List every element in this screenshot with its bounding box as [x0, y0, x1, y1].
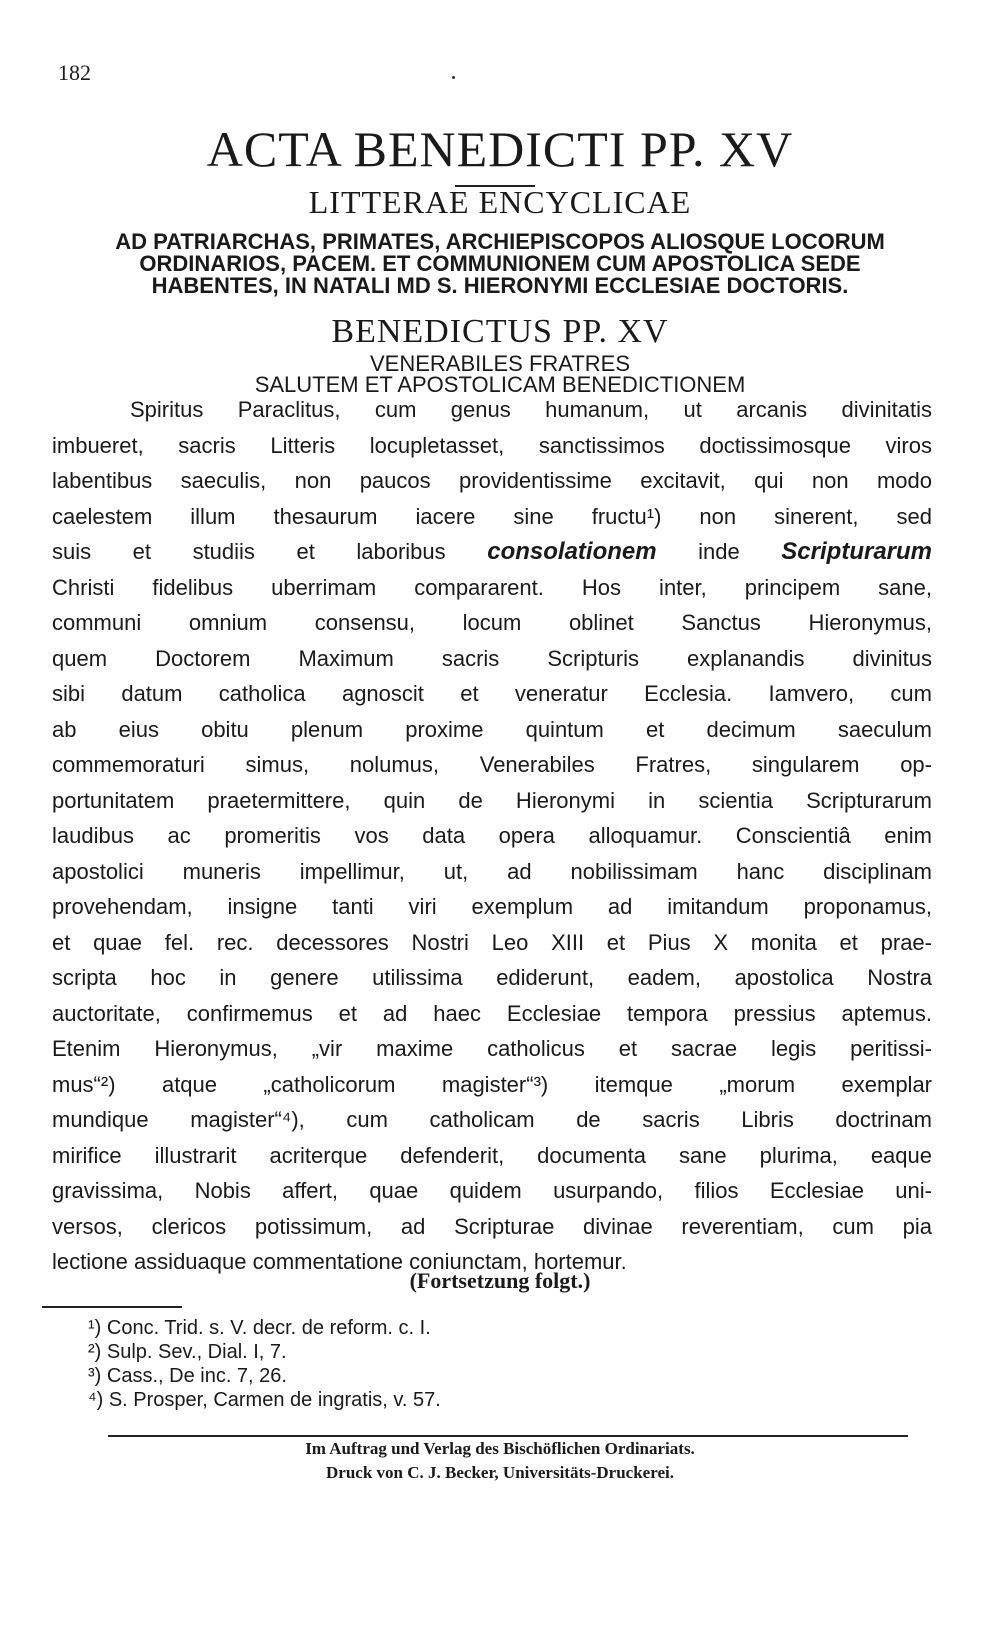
footnote — [88, 1388, 441, 1412]
body-line: auctoritate, confirmemus et ad haec Ecclesiae tempora pressius aptemus. — [52, 1000, 932, 1026]
footnote-divider — [42, 1306, 182, 1308]
body-line: quem Doctorem Maximum sacris Scripturis explanandis divinitus — [52, 645, 932, 671]
body-line: mus“²) atque „catholicorum magister“³) itemque „morum exemplar — [52, 1071, 932, 1097]
address-line: HABENTES, IN NATALI MD S. HIERONYMI ECCLESIAE DOCTORIS. — [151, 273, 849, 298]
footnote-text: S. Prosper, Carmen de ingratis, v. 57. — [108, 1389, 441, 1411]
body-line: portunitatem praetermittere, quin de Hieronymi in scientia Scripturarum — [52, 787, 932, 813]
salutation-line-2: SALUTEM ET APOSTOLICAM BENEDICTIONEM — [254, 372, 746, 397]
address-line: ORDINARIOS, PACEM. ET COMMUNIONEM CUM APOSTOLICA SEDE — [139, 251, 861, 276]
continuation-note: (Fortsetzung folgt.) — [409, 1268, 591, 1293]
footnote-mark: ²) — [88, 1341, 102, 1363]
body-line: apostolici muneris impellimur, ut, ad nobilissimam hanc disciplinam — [52, 858, 932, 884]
address-block — [55, 231, 945, 297]
body-line: Christi fidelibus uberrimam compararent. Hos inter, principem sane, — [52, 574, 932, 600]
body-line: scripta hoc in genere utilissima ediderunt, eadem, apostolica Nostra — [52, 965, 932, 990]
body-line — [52, 534, 932, 570]
footnote — [88, 1340, 441, 1364]
footnote-mark: ¹) — [88, 1317, 102, 1339]
stray-dot — [452, 76, 455, 79]
imprint-line-1: Im Auftrag und Verlag des Bischöflichen Ordinariats. — [305, 1439, 695, 1458]
body-line: imbueret, sacris Litteris locupletasset, sanctissimos doctissimosque viros — [52, 432, 932, 458]
document-title: ACTA BENEDICTI PP. XV — [206, 121, 794, 177]
encyclical-body — [52, 392, 932, 1280]
body-line: communi omnium consensu, locum oblinet Sanctus Hieronymus, — [52, 610, 932, 635]
body-line: provehendam, insigne tanti viri exemplum ad imitandum proponamus, — [52, 894, 932, 919]
body-line: Spiritus Paraclitus, cum genus humanum, ut arcanis divinitatis — [130, 397, 932, 422]
imprint-line-2: Druck von C. J. Becker, Universitäts-Druckerei. — [326, 1463, 674, 1482]
body-line: gravissima, Nobis affert, quae quidem usurpando, filios Ecclesiae uni- — [52, 1178, 932, 1203]
body-line: Etenim Hieronymus, „vir maxime catholicus et sacrae legis peritissi- — [52, 1036, 932, 1061]
footnote-text: Sulp. Sev., Dial. I, 7. — [106, 1341, 287, 1363]
footnote-text: Conc. Trid. s. V. decr. de reform. c. I. — [106, 1317, 431, 1339]
footnote — [88, 1364, 441, 1388]
body-segment: suis et studiis et laboribus — [52, 539, 446, 564]
body-line: lectione assiduaque commentatione coniunctam, hortemur. — [52, 1249, 627, 1274]
emphasis-consolationem: consolationem — [487, 538, 657, 565]
body-line: sibi datum catholica agnoscit et veneratur Ecclesia. Iamvero, cum — [52, 681, 932, 706]
salutation-line-1: VENERABILES FRATRES — [370, 351, 630, 376]
author-heading: BENEDICTUS PP. XV — [331, 313, 669, 350]
footnotes — [88, 1316, 441, 1412]
emphasis-scripturarum: Scripturarum — [781, 538, 932, 565]
encyclical-heading: LITTERAE ENCYCLICAE — [308, 184, 692, 220]
body-line: et quae fel. rec. decessores Nostri Leo XIII et Pius X monita et prae- — [52, 929, 932, 955]
address-line: AD PATRIARCHAS, PRIMATES, ARCHIEPISCOPOS ALIOSQUE LOCORUM — [115, 229, 885, 254]
body-line: commemoraturi simus, nolumus, Venerabiles Fratres, singularem op- — [52, 752, 932, 777]
body-line: caelestem illum thesaurum iacere sine fructu¹) non sinerent, sed — [52, 503, 932, 529]
footnote-text: Cass., De inc. 7, 26. — [106, 1365, 287, 1387]
page-number: 182 — [58, 60, 91, 85]
body-line: mundique magister“⁴), cum catholicam de sacris Libris doctrinam — [52, 1107, 932, 1132]
body-segment: inde — [698, 539, 740, 564]
body-line: mirifice illustrarit acriterque defenderit, documenta sane plurima, eaque — [52, 1142, 932, 1168]
body-line: ab eius obitu plenum proxime quintum et decimum saeculum — [52, 716, 932, 742]
body-line: versos, clericos potissimum, ad Scripturae divinae reverentiam, cum pia — [52, 1213, 932, 1239]
body-line: laudibus ac promeritis vos data opera alloquamur. Conscientiâ enim — [52, 823, 932, 848]
imprint — [0, 1437, 1000, 1485]
body-line: labentibus saeculis, non paucos providentissime excitavit, qui non modo — [52, 468, 932, 493]
footnote-mark: ³) — [88, 1365, 102, 1387]
footnote-mark: ⁴) — [88, 1389, 104, 1411]
footnote — [88, 1316, 441, 1340]
